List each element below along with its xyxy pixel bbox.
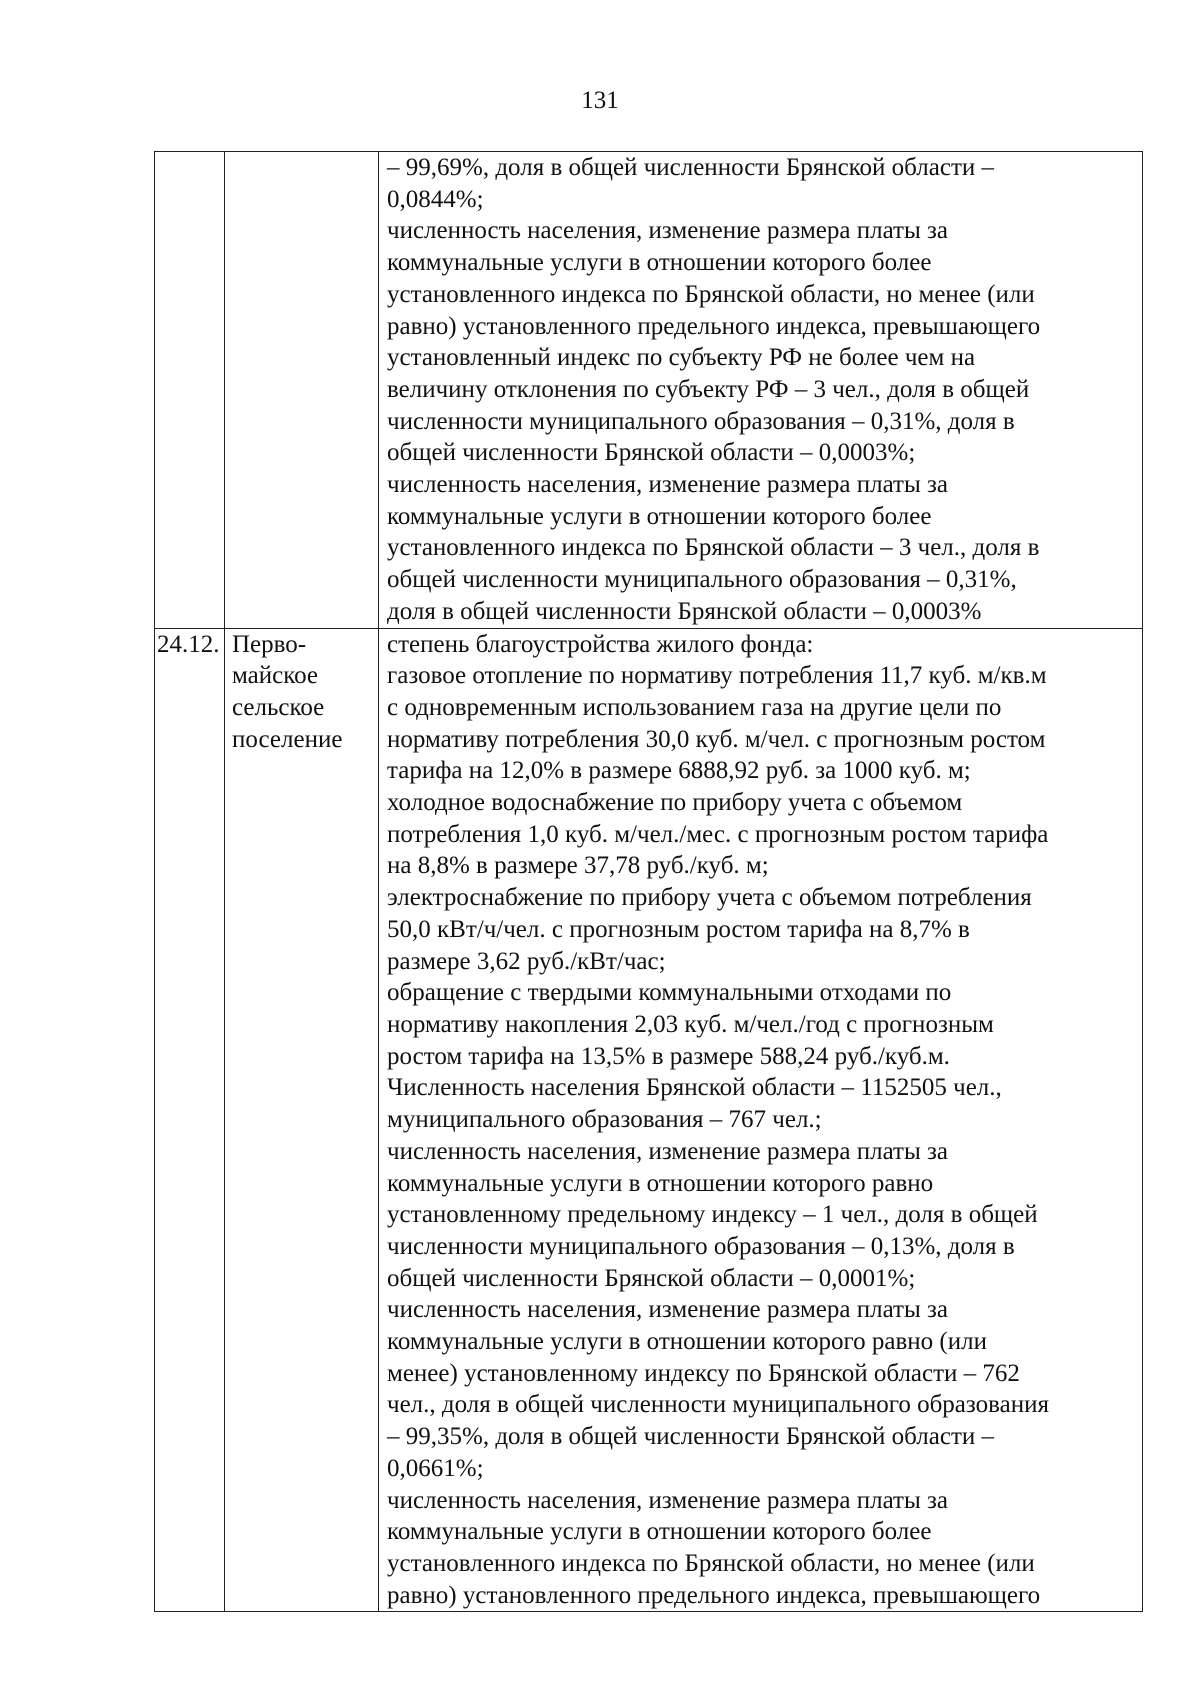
table-row [155, 628, 1143, 1612]
text-line: тарифа на 12,0% в размере 6888,92 руб. за 1000 куб. м; [387, 757, 971, 785]
row-number-cell [155, 152, 225, 629]
text-line: коммунальные услуги в отношении которого более [387, 249, 932, 277]
text-line: 50,0 кВт/ч/чел. с прогнозным ростом тарифа на 8,7% в [387, 915, 970, 943]
text-line: нормативу накопления 2,03 куб. м/чел./год с прогнозным [387, 1010, 994, 1038]
text-line: численность населения, изменение размера платы за [387, 217, 948, 245]
description-cell [379, 152, 1143, 629]
text-line: холодное водоснабжение по прибору учета с объемом [387, 789, 963, 817]
text-line: величину отклонения по субъекту РФ – 3 чел., доля в общей [387, 375, 1030, 403]
text-line: ростом тарифа на 13,5% в размере 588,24 руб./куб.м. [387, 1042, 950, 1070]
text-line: численности муниципального образования – 0,13%, доля в [387, 1232, 1015, 1260]
text-line: электроснабжение по прибору учета с объемом потребления [387, 884, 1032, 912]
text-line: 0,0661%; [387, 1454, 484, 1482]
text-line: установленного индекса по Брянской области – 3 чел., доля в [387, 534, 1040, 562]
text-line: обращение с твердыми коммунальными отходами по [387, 979, 952, 1007]
text-line: установленного индекса по Брянской области, но менее (или [387, 1549, 1035, 1577]
municipality-name-cell [225, 628, 379, 1612]
text-line: – 99,35%, доля в общей численности Брянской области – [387, 1423, 994, 1451]
text-line: сельское [232, 693, 325, 721]
table-row [155, 152, 1143, 629]
text-line: менее) установленному индексу по Брянской области – 762 [387, 1359, 1020, 1387]
text-line: коммунальные услуги в отношении которого равно [387, 1169, 934, 1197]
text-line: степень благоустройства жилого фонда: [387, 630, 814, 658]
text-line: поселение [232, 725, 343, 753]
text-line: Численность населения Брянской области – 1152505 чел., [387, 1074, 1002, 1102]
text-line: коммунальные услуги в отношении которого более [387, 502, 932, 530]
municipal-data-table [154, 151, 1143, 1612]
text-line: общей численности муниципального образования – 0,31%, [387, 566, 1017, 594]
text-line: численность населения, изменение размера платы за [387, 1137, 948, 1165]
text-line: газовое отопление по нормативу потребления 11,7 куб. м/кв.м [387, 662, 1047, 690]
text-line: доля в общей численности Брянской области – 0,0003% [387, 597, 982, 625]
text-line: майское [232, 662, 318, 690]
text-line: потребления 1,0 куб. м/чел./мес. с прогнозным ростом тарифа [387, 820, 1049, 848]
text-line: на 8,8% в размере 37,78 руб./куб. м; [387, 852, 769, 880]
text-line: коммунальные услуги в отношении которого равно (или [387, 1328, 987, 1356]
page-number: 131 [581, 87, 619, 114]
text-line: чел., доля в общей численности муниципального образования [387, 1391, 1049, 1419]
text-line: 0,0844%; [387, 185, 484, 213]
row-number-cell: 24.12. [155, 628, 225, 1612]
text-line: численности муниципального образования – 0,31%, доля в [387, 407, 1015, 435]
text-line: равно) установленного предельного индекса, превышающего [387, 312, 1041, 340]
text-line: установленный индекс по субъекту РФ не более чем на [387, 344, 976, 372]
text-line: установленному предельному индексу – 1 чел., доля в общей [387, 1201, 1038, 1229]
text-line: с одновременным использованием газа на другие цели по [387, 693, 1002, 721]
description-cell [379, 628, 1143, 1612]
text-line: – 99,69%, доля в общей численности Брянской области – [387, 154, 994, 181]
text-line: общей численности Брянской области – 0,0001%; [387, 1264, 916, 1292]
text-line: муниципального образования – 767 чел.; [387, 1106, 822, 1134]
municipality-name-cell [225, 152, 379, 629]
text-line: установленного индекса по Брянской области, но менее (или [387, 280, 1035, 308]
text-line: численность населения, изменение размера платы за [387, 471, 948, 499]
text-line: равно) установленного предельного индекса, превышающего [387, 1581, 1041, 1609]
text-line: размере 3,62 руб./кВт/час; [387, 947, 666, 975]
text-line: общей численности Брянской области – 0,0003%; [387, 439, 916, 467]
text-line: численность населения, изменение размера платы за [387, 1486, 948, 1514]
text-line: нормативу потребления 30,0 куб. м/чел. с прогнозным ростом [387, 725, 1046, 753]
text-line: коммунальные услуги в отношении которого более [387, 1518, 932, 1546]
text-line: Перво- [232, 630, 307, 658]
text-line: численность населения, изменение размера платы за [387, 1296, 948, 1324]
